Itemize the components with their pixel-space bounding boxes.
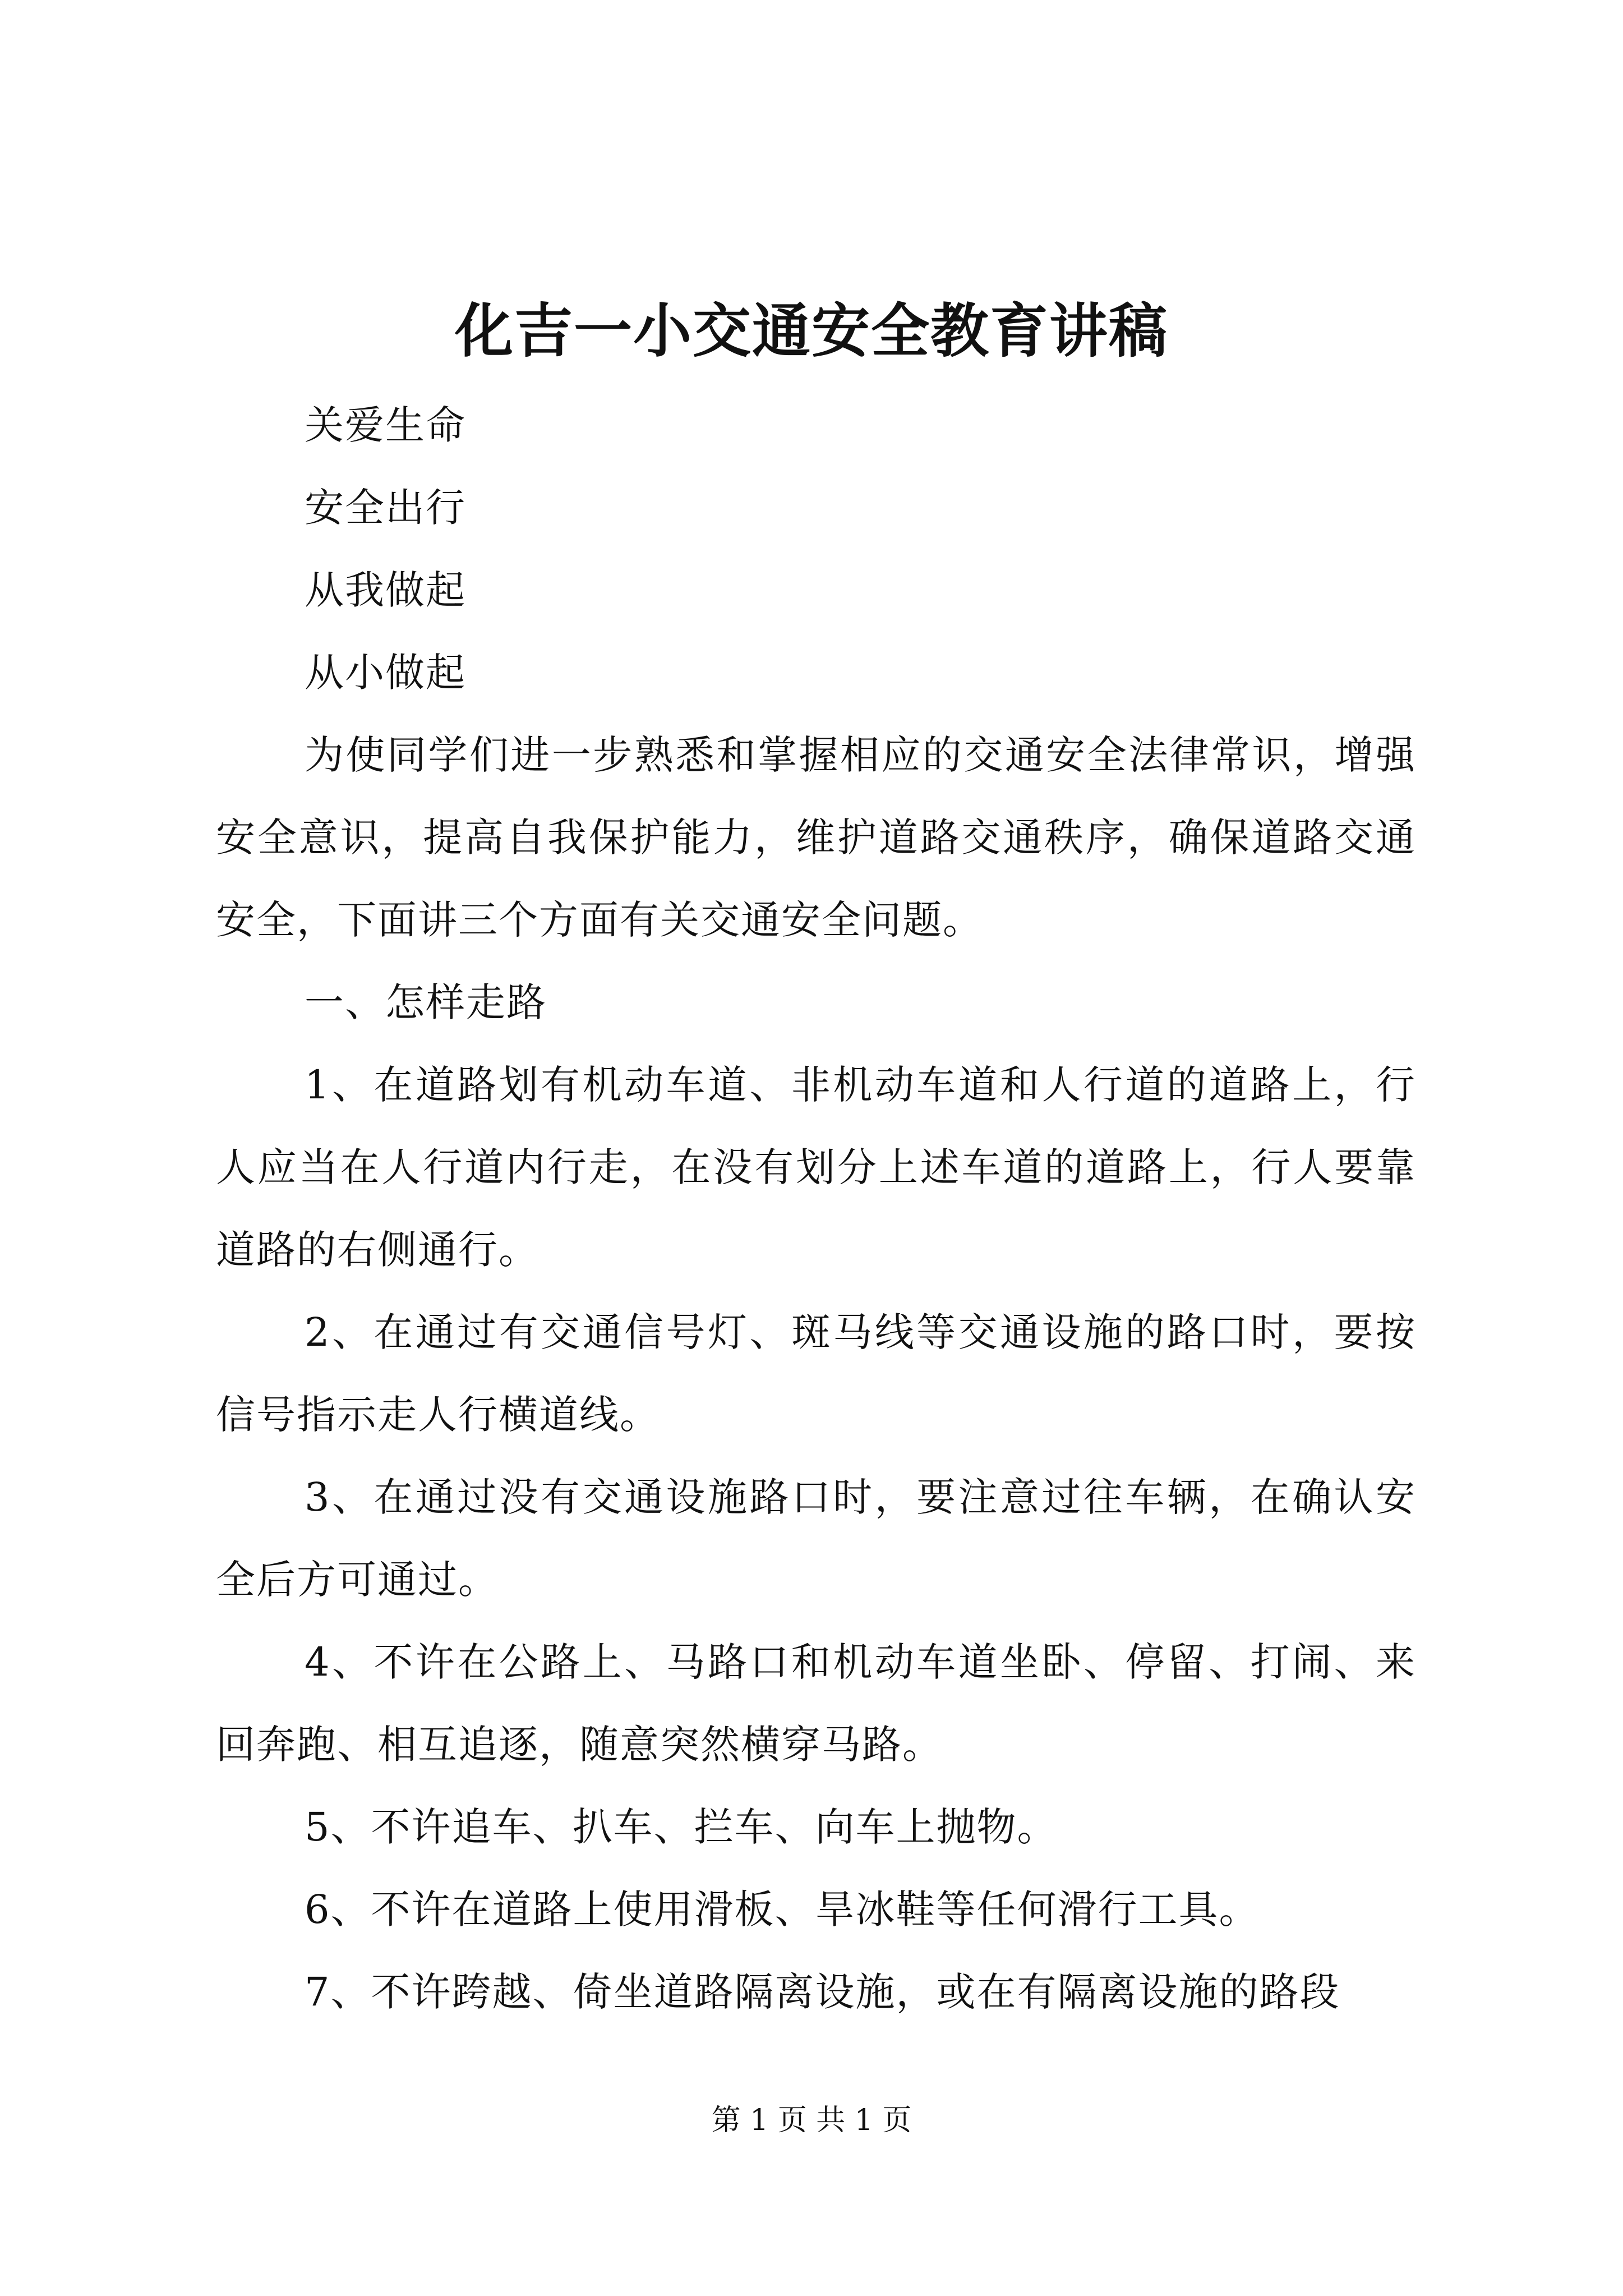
paragraph: 从我做起 bbox=[305, 567, 466, 613]
paragraph: 3、在通过没有交通设施路口时，要注意过往车辆，在确认安全后方可通过。 bbox=[216, 1474, 1416, 1603]
page-footer: 第 1 页 共 1 页 bbox=[711, 2104, 912, 2137]
paragraph: 关爱生命 bbox=[305, 402, 466, 448]
paragraph: 2、在通过有交通信号灯、斑马线等交通设施的路口时，要按信号指示走人行横道线。 bbox=[216, 1309, 1416, 1438]
paragraph: 6、不许在道路上使用滑板、旱冰鞋等任何滑行工具。 bbox=[305, 1887, 1260, 1932]
paragraph: 5、不许追车、扒车、拦车、向车上抛物。 bbox=[305, 1804, 1058, 1850]
paragraph: 从小做起 bbox=[305, 650, 466, 696]
document-body bbox=[216, 384, 1416, 2033]
paragraph: 4、不许在公路上、马路口和机动车道坐卧、停留、打闹、来回奔跑、相互追逐，随意突然横穿马路。 bbox=[216, 1639, 1416, 1768]
document-title: 化吉一小交通安全教育讲稿 bbox=[454, 296, 1168, 365]
paragraph: 安全出行 bbox=[305, 485, 466, 531]
section-heading: 一、怎样走路 bbox=[305, 979, 547, 1025]
paragraph: 为使同学们进一步熟悉和掌握相应的交通安全法律常识，增强安全意识，提高自我保护能力，维护道路交通秩序，确保道路交通安全，下面讲三个方面有关交通安全问题。 bbox=[216, 732, 1416, 943]
paragraph: 7、不许跨越、倚坐道路隔离设施，或在有隔离设施的路段 bbox=[305, 1969, 1340, 2015]
paragraph: 1、在道路划有机动车道、非机动车道和人行道的道路上，行人应当在人行道内行走，在没有划分上述车道的道路上，行人要靠道路的右侧通行。 bbox=[216, 1062, 1416, 1273]
